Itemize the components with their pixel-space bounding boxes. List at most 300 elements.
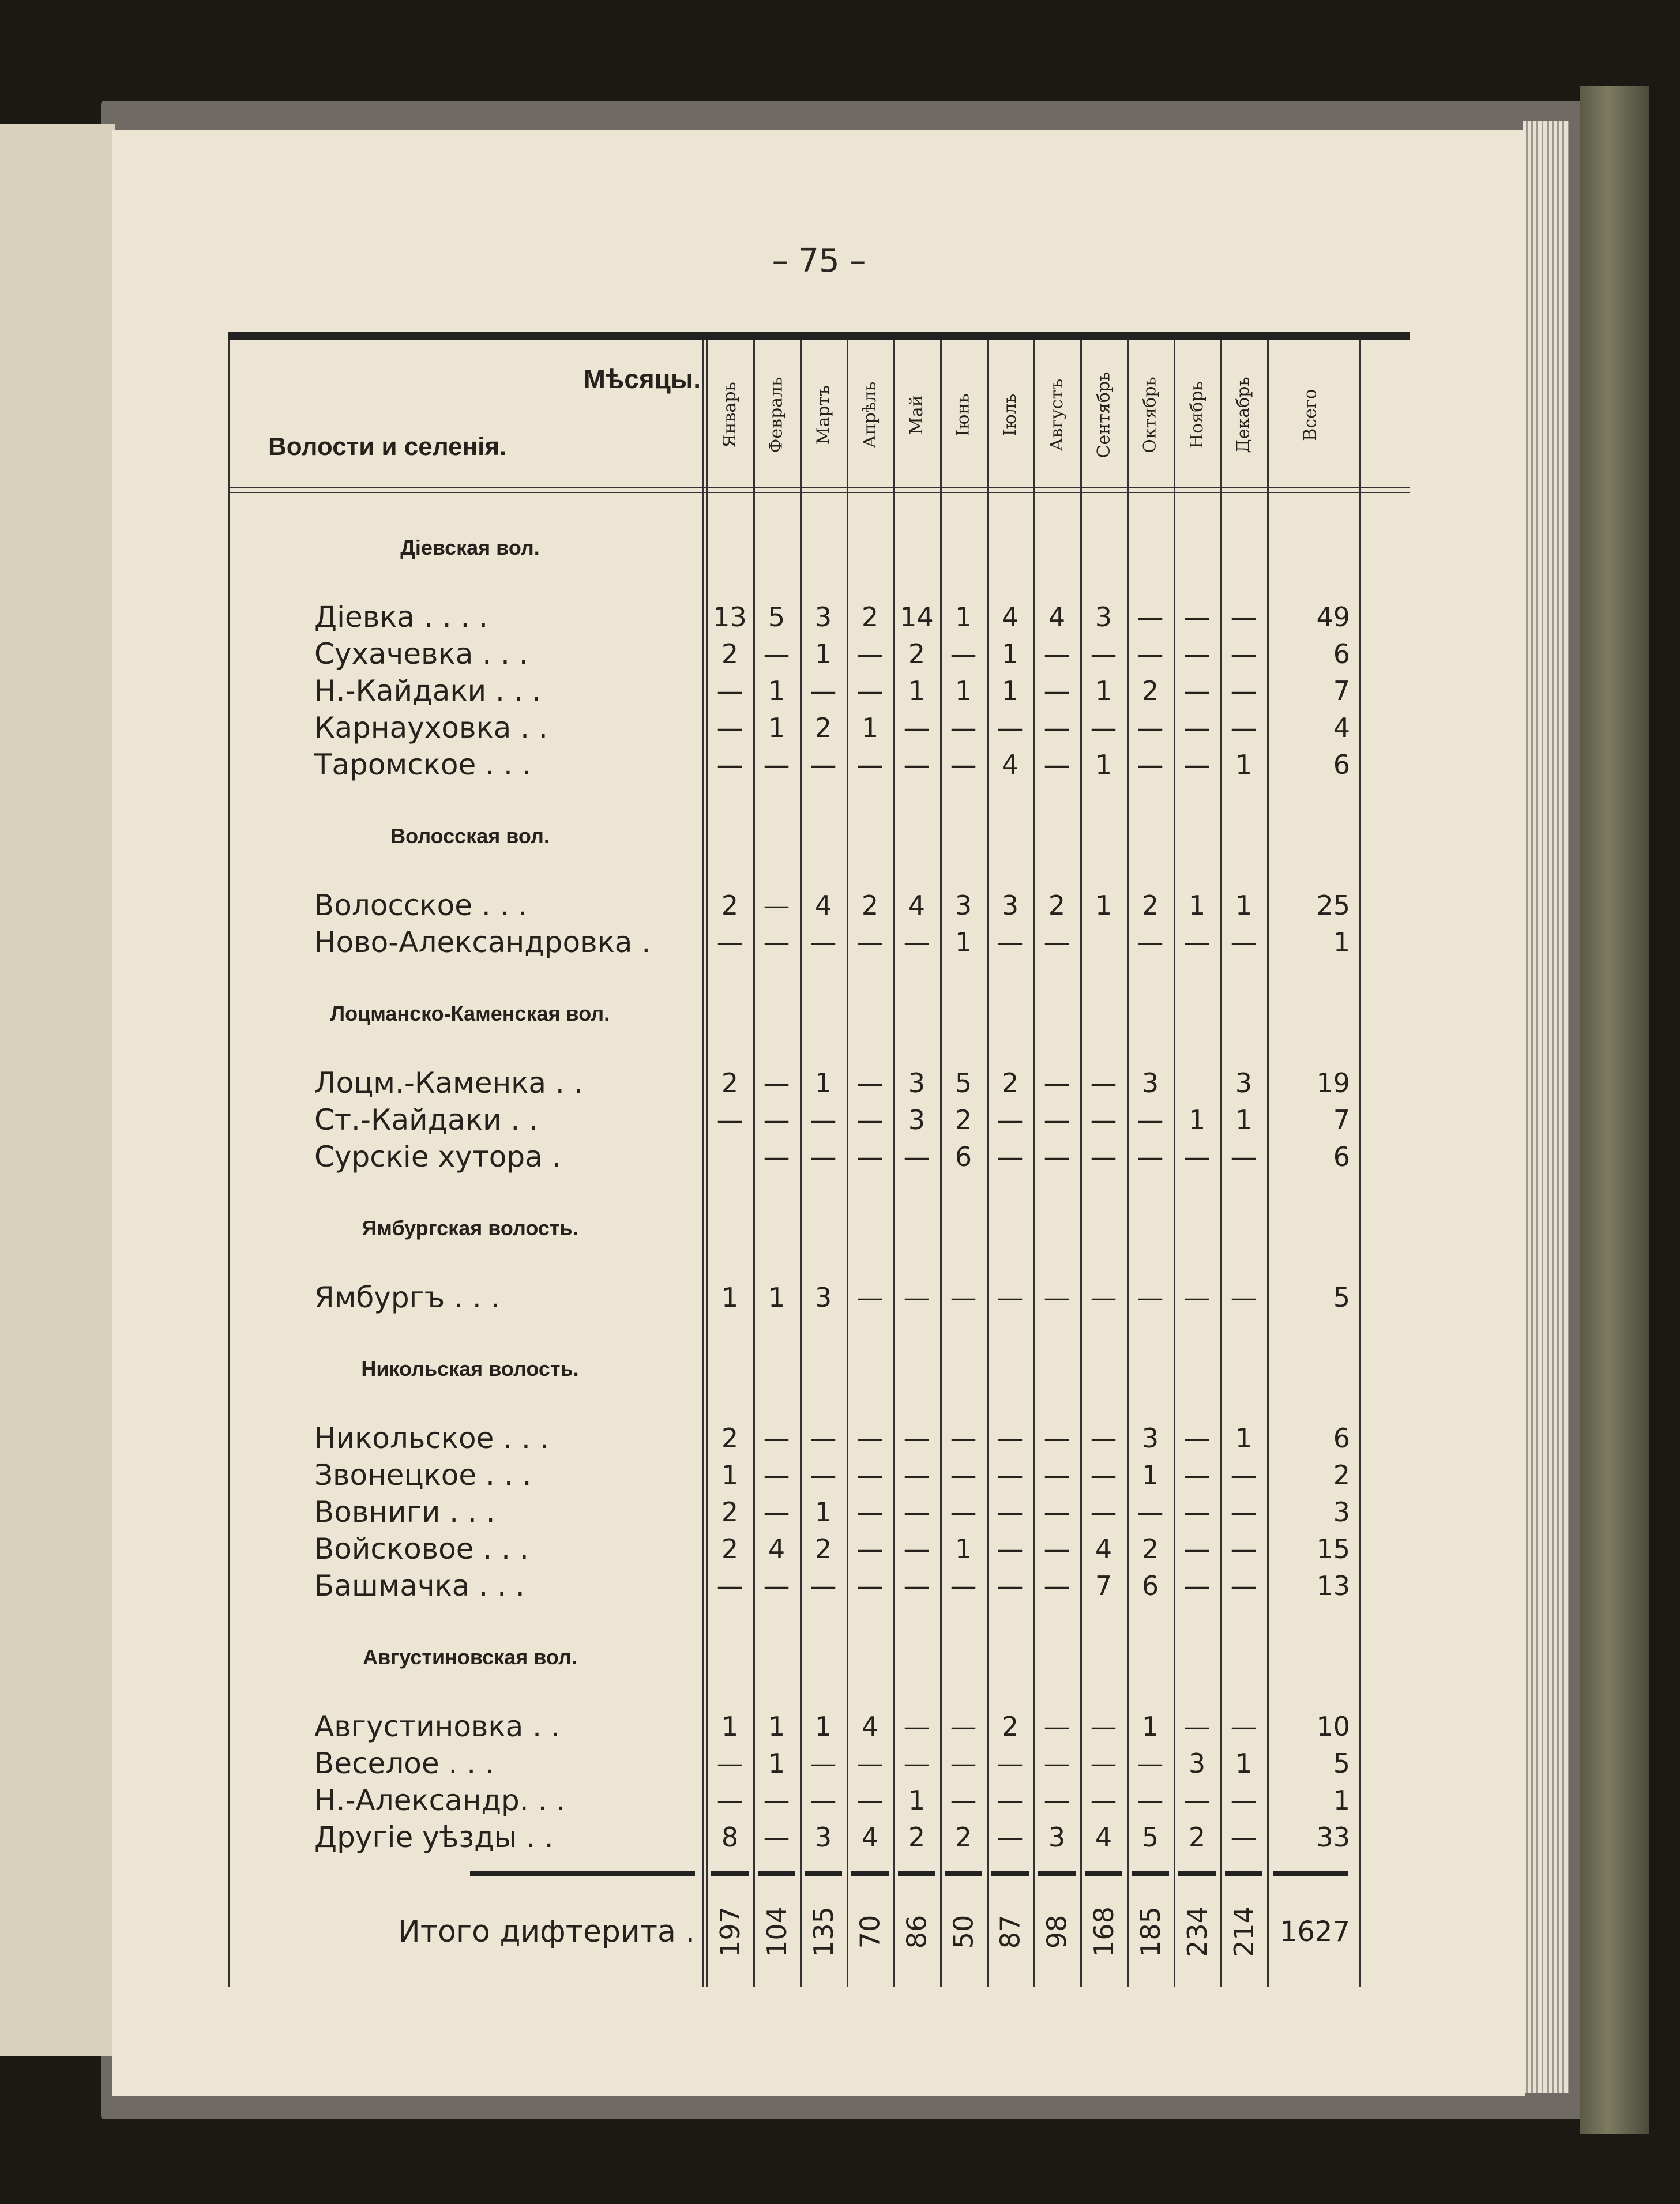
table-cell: 4 (861, 1711, 879, 1742)
table-cell: — (856, 1570, 884, 1601)
column-header-label: Августъ (1047, 378, 1067, 451)
table-cell: — (1043, 1785, 1070, 1816)
table-cell: — (1137, 1496, 1164, 1528)
table-cell: — (1137, 638, 1164, 670)
table-cell: — (810, 927, 837, 958)
table-cell: 1 (861, 712, 879, 743)
table-cell: — (950, 1748, 977, 1779)
table-cell: — (903, 1711, 930, 1742)
summary-value: 135 (807, 1906, 839, 1957)
table-cell: 1 (721, 1711, 739, 1742)
summary-rule (898, 1871, 935, 1876)
column-header (706, 340, 753, 490)
table-cell: — (1183, 601, 1211, 633)
table-cell: 4 (1001, 601, 1019, 633)
table-cell: — (950, 1711, 977, 1742)
table-cell: — (997, 1570, 1024, 1601)
table-cell: 3 (954, 890, 972, 921)
table-cell: — (1137, 601, 1164, 633)
table-cell: — (903, 1748, 930, 1779)
page-number: – 75 – (772, 242, 866, 280)
table-cell: — (1230, 675, 1257, 706)
column-header-label: Ноябрь (1187, 381, 1207, 449)
table-cell: — (763, 1570, 790, 1601)
table-cell: — (997, 1104, 1024, 1135)
table-cell: 1 (1235, 1423, 1253, 1454)
section-title: Лоцманско-Каменская вол. (330, 1002, 610, 1025)
table-cell: — (856, 1282, 884, 1313)
table-cell: — (1230, 1282, 1257, 1313)
table-cell: — (810, 1104, 837, 1135)
column-header (1080, 340, 1127, 490)
table-cell: — (810, 1460, 837, 1491)
table-cell: — (1137, 712, 1164, 743)
summary-value: 70 (854, 1915, 886, 1949)
table-cell: 1 (768, 675, 785, 706)
table-cell: — (810, 1748, 837, 1779)
summary-value: 197 (714, 1906, 746, 1957)
table-cell: 2 (908, 638, 926, 670)
row-total: 13 (1316, 1570, 1350, 1601)
table-cell: — (1043, 1067, 1070, 1099)
table-cell: 4 (908, 890, 926, 921)
table-cell: 2 (954, 1104, 972, 1135)
table-cell: — (1137, 1748, 1164, 1779)
table-cell: 1 (1235, 749, 1253, 780)
table-cell: — (856, 1141, 884, 1172)
row-total: 2 (1333, 1460, 1350, 1491)
summary-rule (1273, 1871, 1348, 1876)
table-cell: — (1090, 1785, 1117, 1816)
table-cell: 1 (1095, 890, 1113, 921)
table-cell: 1 (1188, 890, 1206, 921)
table-cell: — (1183, 675, 1211, 706)
table-cell: 1 (814, 1711, 832, 1742)
table-cell: 1 (814, 1067, 832, 1099)
row-total: 19 (1316, 1067, 1350, 1099)
summary-cell (1033, 1889, 1080, 1975)
table-cell: — (1183, 1282, 1211, 1313)
table-cell: 5 (768, 601, 785, 633)
summary-rule (470, 1871, 695, 1876)
table-cell (1080, 925, 1127, 960)
table-cell: — (997, 1496, 1024, 1528)
table-cell: — (856, 675, 884, 706)
table-cell: — (716, 1785, 743, 1816)
table-cell: 5 (1141, 1822, 1159, 1853)
table-cell: — (810, 675, 837, 706)
table-cell: 3 (908, 1104, 926, 1135)
table-cell: 4 (861, 1822, 879, 1853)
table-cell: — (997, 1785, 1024, 1816)
table-cell: — (856, 1460, 884, 1491)
table-cell: — (1043, 1282, 1070, 1313)
row-total: 49 (1316, 601, 1350, 633)
table-cell: — (1230, 1711, 1257, 1742)
table-cell: — (856, 1104, 884, 1135)
column-divider (1359, 340, 1361, 1987)
summary-cell (1127, 1889, 1174, 1975)
summary-cell (1174, 1889, 1220, 1975)
summary-value: 98 (1041, 1915, 1073, 1949)
table-cell: — (763, 1423, 790, 1454)
diphtheria-table (228, 332, 1410, 1987)
table-cell: 3 (908, 1067, 926, 1099)
table-cell: 5 (954, 1067, 972, 1099)
table-cell: — (1183, 1785, 1211, 1816)
table-cell: — (1043, 1141, 1070, 1172)
table-cell: — (763, 1460, 790, 1491)
summary-value: 234 (1181, 1906, 1213, 1957)
column-header (1033, 340, 1080, 490)
table-cell: 13 (713, 601, 747, 633)
column-header-label: Январь (720, 381, 741, 448)
table-cell: — (1043, 638, 1070, 670)
table-cell: — (1183, 638, 1211, 670)
table-cell: — (1090, 1282, 1117, 1313)
row-total: 6 (1333, 749, 1350, 780)
table-cell: 2 (721, 890, 739, 921)
table-cell: — (1137, 1104, 1164, 1135)
table-cell: — (810, 1141, 837, 1172)
table-cell: — (810, 1570, 837, 1601)
section-title: Августиновская вол. (363, 1645, 577, 1669)
table-cell: 4 (814, 890, 832, 921)
row-name: Башмачка . . . (314, 1569, 525, 1603)
summary-value: 104 (761, 1906, 792, 1957)
table-cell: — (1043, 1711, 1070, 1742)
table-cell: — (1183, 1141, 1211, 1172)
table-cell: — (716, 749, 743, 780)
left-page (0, 124, 115, 2056)
summary-total: 1627 (1279, 1916, 1350, 1948)
table-cell: 3 (1001, 890, 1019, 921)
table-cell: 1 (768, 1711, 785, 1742)
table-cell: 1 (954, 675, 972, 706)
table-cell: — (950, 1282, 977, 1313)
column-header-label: Май (906, 394, 927, 435)
table-cell: — (903, 1282, 930, 1313)
table-cell: 3 (1188, 1748, 1206, 1779)
table-cell: 1 (768, 1282, 785, 1313)
row-name: Другіе уѣзды . . (314, 1821, 554, 1854)
row-name: Никольское . . . (314, 1421, 549, 1455)
summary-value: 87 (994, 1915, 1026, 1949)
table-cell: 1 (954, 601, 972, 633)
table-cell: — (856, 749, 884, 780)
table-cell: — (1090, 1711, 1117, 1742)
table-cell: 2 (1141, 890, 1159, 921)
table-cell: — (716, 1104, 743, 1135)
section-title: Волосская вол. (390, 824, 550, 848)
column-header (1220, 340, 1267, 490)
table-cell: 1 (1188, 1104, 1206, 1135)
table-cell: 4 (1095, 1822, 1113, 1853)
table-cell: — (950, 1496, 977, 1528)
table-cell: 2 (1188, 1822, 1206, 1853)
table-cell: — (856, 1067, 884, 1099)
row-total: 7 (1333, 1104, 1350, 1135)
table-cell: 1 (814, 638, 832, 670)
row-name: Ст.-Кайдаки . . (314, 1103, 539, 1137)
table-cell: — (1137, 749, 1164, 780)
table-cell: — (1043, 1423, 1070, 1454)
summary-cell (753, 1889, 800, 1975)
table-cell: 4 (1001, 749, 1019, 780)
table-cell: — (1183, 927, 1211, 958)
column-header (800, 340, 847, 490)
row-name: Августиновка . . (314, 1710, 560, 1743)
table-cell: — (997, 1533, 1024, 1564)
row-name: Веселое . . . (314, 1747, 494, 1780)
table-cell: — (763, 927, 790, 958)
table-cell: — (763, 749, 790, 780)
row-total: 5 (1333, 1282, 1350, 1313)
table-cell: — (1183, 1711, 1211, 1742)
table-cell: 3 (1048, 1822, 1066, 1853)
table-cell: — (1183, 1533, 1211, 1564)
table-cell: — (1230, 1570, 1257, 1601)
summary-cell (847, 1889, 893, 1975)
table-cell: — (903, 712, 930, 743)
table-cell: — (1137, 1141, 1164, 1172)
summary-value: 50 (948, 1915, 979, 1949)
row-name: Карнауховка . . (314, 711, 548, 744)
table-cell: — (716, 1570, 743, 1601)
table-cell: — (1043, 927, 1070, 958)
row-name: Волосское . . . (314, 889, 528, 922)
table-cell: 2 (721, 1496, 739, 1528)
table-cell: — (903, 1460, 930, 1491)
column-header (1174, 340, 1220, 490)
table-cell: — (1183, 1423, 1211, 1454)
table-cell: — (1183, 1460, 1211, 1491)
table-cell: 3 (1095, 601, 1113, 633)
table-cell: 1 (908, 675, 926, 706)
table-cell: 6 (954, 1141, 972, 1172)
table-cell: — (950, 749, 977, 780)
table-cell: 4 (1048, 601, 1066, 633)
column-header (1267, 340, 1354, 490)
table-cell: 1 (1235, 1104, 1253, 1135)
column-header-label: Октябрь (1140, 376, 1160, 453)
table-cell: — (1230, 1460, 1257, 1491)
table-cell: — (1230, 1496, 1257, 1528)
table-cell: — (856, 1423, 884, 1454)
table-cell: 1 (908, 1785, 926, 1816)
table-cell: — (716, 712, 743, 743)
table-cell: — (810, 1785, 837, 1816)
row-total: 3 (1333, 1496, 1350, 1528)
table-cell: — (997, 927, 1024, 958)
table-cell: — (950, 1460, 977, 1491)
row-total: 4 (1333, 712, 1350, 743)
table-cell: — (763, 1496, 790, 1528)
table-cell: 1 (721, 1460, 739, 1491)
row-total: 15 (1316, 1533, 1350, 1564)
table-cell: — (1230, 1822, 1257, 1853)
table-cell: — (763, 1067, 790, 1099)
column-header (893, 340, 940, 490)
table-cell: 3 (1141, 1423, 1159, 1454)
table-cell: — (950, 712, 977, 743)
column-header-label: Iюль (999, 393, 1020, 436)
row-name: Лоцм.-Каменка . . (314, 1066, 583, 1100)
table-cell: 1 (814, 1496, 832, 1528)
table-cell: — (950, 1785, 977, 1816)
table-cell: — (1137, 1282, 1164, 1313)
table-cell: 3 (814, 601, 832, 633)
summary-value: 86 (901, 1915, 933, 1949)
table-cell: 2 (861, 601, 879, 633)
table-cell: 1 (1235, 890, 1253, 921)
table-cell: — (856, 638, 884, 670)
table-cell: 4 (768, 1533, 785, 1564)
column-header-label: Мартъ (813, 385, 833, 445)
table-cell: — (856, 1496, 884, 1528)
column-header (1127, 340, 1174, 490)
table-cell: — (1183, 712, 1211, 743)
summary-rule (758, 1871, 795, 1876)
table-cell: — (1090, 712, 1117, 743)
table-cell: — (1043, 675, 1070, 706)
table-cell: — (1043, 1533, 1070, 1564)
section-title: Ямбургская волость. (362, 1216, 578, 1240)
table-cell: — (1183, 1496, 1211, 1528)
row-total: 6 (1333, 1423, 1350, 1454)
summary-cell (940, 1889, 987, 1975)
row-total: 6 (1333, 638, 1350, 670)
table-cell: — (1137, 1785, 1164, 1816)
row-total: 25 (1316, 890, 1350, 921)
table-cell: 2 (814, 712, 832, 743)
table-cell: — (1043, 1748, 1070, 1779)
table-cell: — (1230, 1141, 1257, 1172)
summary-rule (1085, 1871, 1122, 1876)
summary-cell (1080, 1889, 1127, 1975)
row-total: 7 (1333, 675, 1350, 706)
table-cell: 2 (721, 1423, 739, 1454)
table-cell: — (950, 638, 977, 670)
book-page (112, 130, 1525, 2096)
summary-rule (851, 1871, 889, 1876)
row-name: Вовниги . . . (314, 1495, 495, 1529)
summary-value: 185 (1134, 1906, 1166, 1957)
table-cell: 2 (1001, 1067, 1019, 1099)
table-cell: — (856, 927, 884, 958)
table-cell: — (1090, 638, 1117, 670)
table-cell: 1 (1095, 675, 1113, 706)
summary-rule (1132, 1871, 1169, 1876)
row-name: Діевка . . . . (314, 600, 488, 634)
table-cell: 3 (1235, 1067, 1253, 1099)
table-cell: — (997, 1822, 1024, 1853)
table-cell: — (763, 890, 790, 921)
table-cell: 8 (721, 1822, 739, 1853)
row-total: 5 (1333, 1748, 1350, 1779)
table-cell: 2 (1048, 890, 1066, 921)
table-cell: — (763, 638, 790, 670)
table-cell: — (1230, 1533, 1257, 1564)
table-cell: — (1090, 1141, 1117, 1172)
table-cell: — (1090, 1496, 1117, 1528)
summary-rule (711, 1871, 749, 1876)
column-header-label: Iюнь (953, 393, 974, 437)
table-cell: — (810, 749, 837, 780)
table-cell: — (1043, 1460, 1070, 1491)
table-cell: — (1230, 601, 1257, 633)
column-header-label: Сентябрь (1093, 371, 1114, 458)
table-cell: 3 (814, 1822, 832, 1853)
row-name: Сухачевка . . . (314, 637, 528, 671)
table-cell: — (1043, 749, 1070, 780)
table-cell: 2 (1001, 1711, 1019, 1742)
summary-value: 214 (1228, 1906, 1260, 1957)
table-cell: 1 (1001, 638, 1019, 670)
table-cell: — (1090, 1460, 1117, 1491)
summary-rule (1038, 1871, 1076, 1876)
table-cell: 4 (1095, 1533, 1113, 1564)
table-cell: — (903, 1570, 930, 1601)
table-cell: 7 (1095, 1570, 1113, 1601)
table-cell: — (1090, 1423, 1117, 1454)
row-total: 1 (1333, 927, 1350, 958)
summary-label: Итого дифтерита . (397, 1915, 695, 1949)
table-cell: — (810, 1423, 837, 1454)
table-cell: 2 (814, 1533, 832, 1564)
table-cell: — (716, 927, 743, 958)
table-cell: — (1230, 927, 1257, 958)
table-cell: — (1230, 638, 1257, 670)
table-cell: — (763, 1104, 790, 1135)
table-cell: 1 (1141, 1711, 1159, 1742)
column-header (847, 340, 893, 490)
column-divider (702, 340, 704, 1987)
column-divider (228, 340, 230, 1987)
table-cell: 2 (1141, 1533, 1159, 1564)
table-cell: 1 (721, 1282, 739, 1313)
table-cell: 2 (861, 890, 879, 921)
table-cell: 3 (814, 1282, 832, 1313)
table-cell: — (856, 1785, 884, 1816)
row-name: Войсковое . . . (314, 1532, 529, 1566)
table-cell: — (856, 1748, 884, 1779)
table-cell: — (997, 1748, 1024, 1779)
table-cell: — (716, 675, 743, 706)
column-header-label: Апрѣль (860, 381, 880, 448)
table-cell: 2 (721, 638, 739, 670)
table-cell: — (997, 1460, 1024, 1491)
summary-rule (805, 1871, 842, 1876)
table-cell: 14 (900, 601, 934, 633)
table-cell: — (716, 1748, 743, 1779)
table-cell: 1 (954, 1533, 972, 1564)
table-cell: — (997, 1282, 1024, 1313)
table-cell: — (763, 1822, 790, 1853)
column-header-label: Февраль (766, 376, 787, 453)
table-cell: 1 (768, 1748, 785, 1779)
table-cell: — (903, 1423, 930, 1454)
row-name: Н.-Кайдаки . . . (314, 674, 542, 708)
table-cell (1174, 1066, 1220, 1100)
table-cell: 2 (954, 1822, 972, 1853)
section-title: Никольская волость. (361, 1357, 579, 1381)
summary-rule (945, 1871, 982, 1876)
table-cell: — (997, 712, 1024, 743)
table-cell: 1 (1001, 675, 1019, 706)
row-name: Таромское . . . (314, 748, 531, 781)
table-cell: 1 (1095, 749, 1113, 780)
